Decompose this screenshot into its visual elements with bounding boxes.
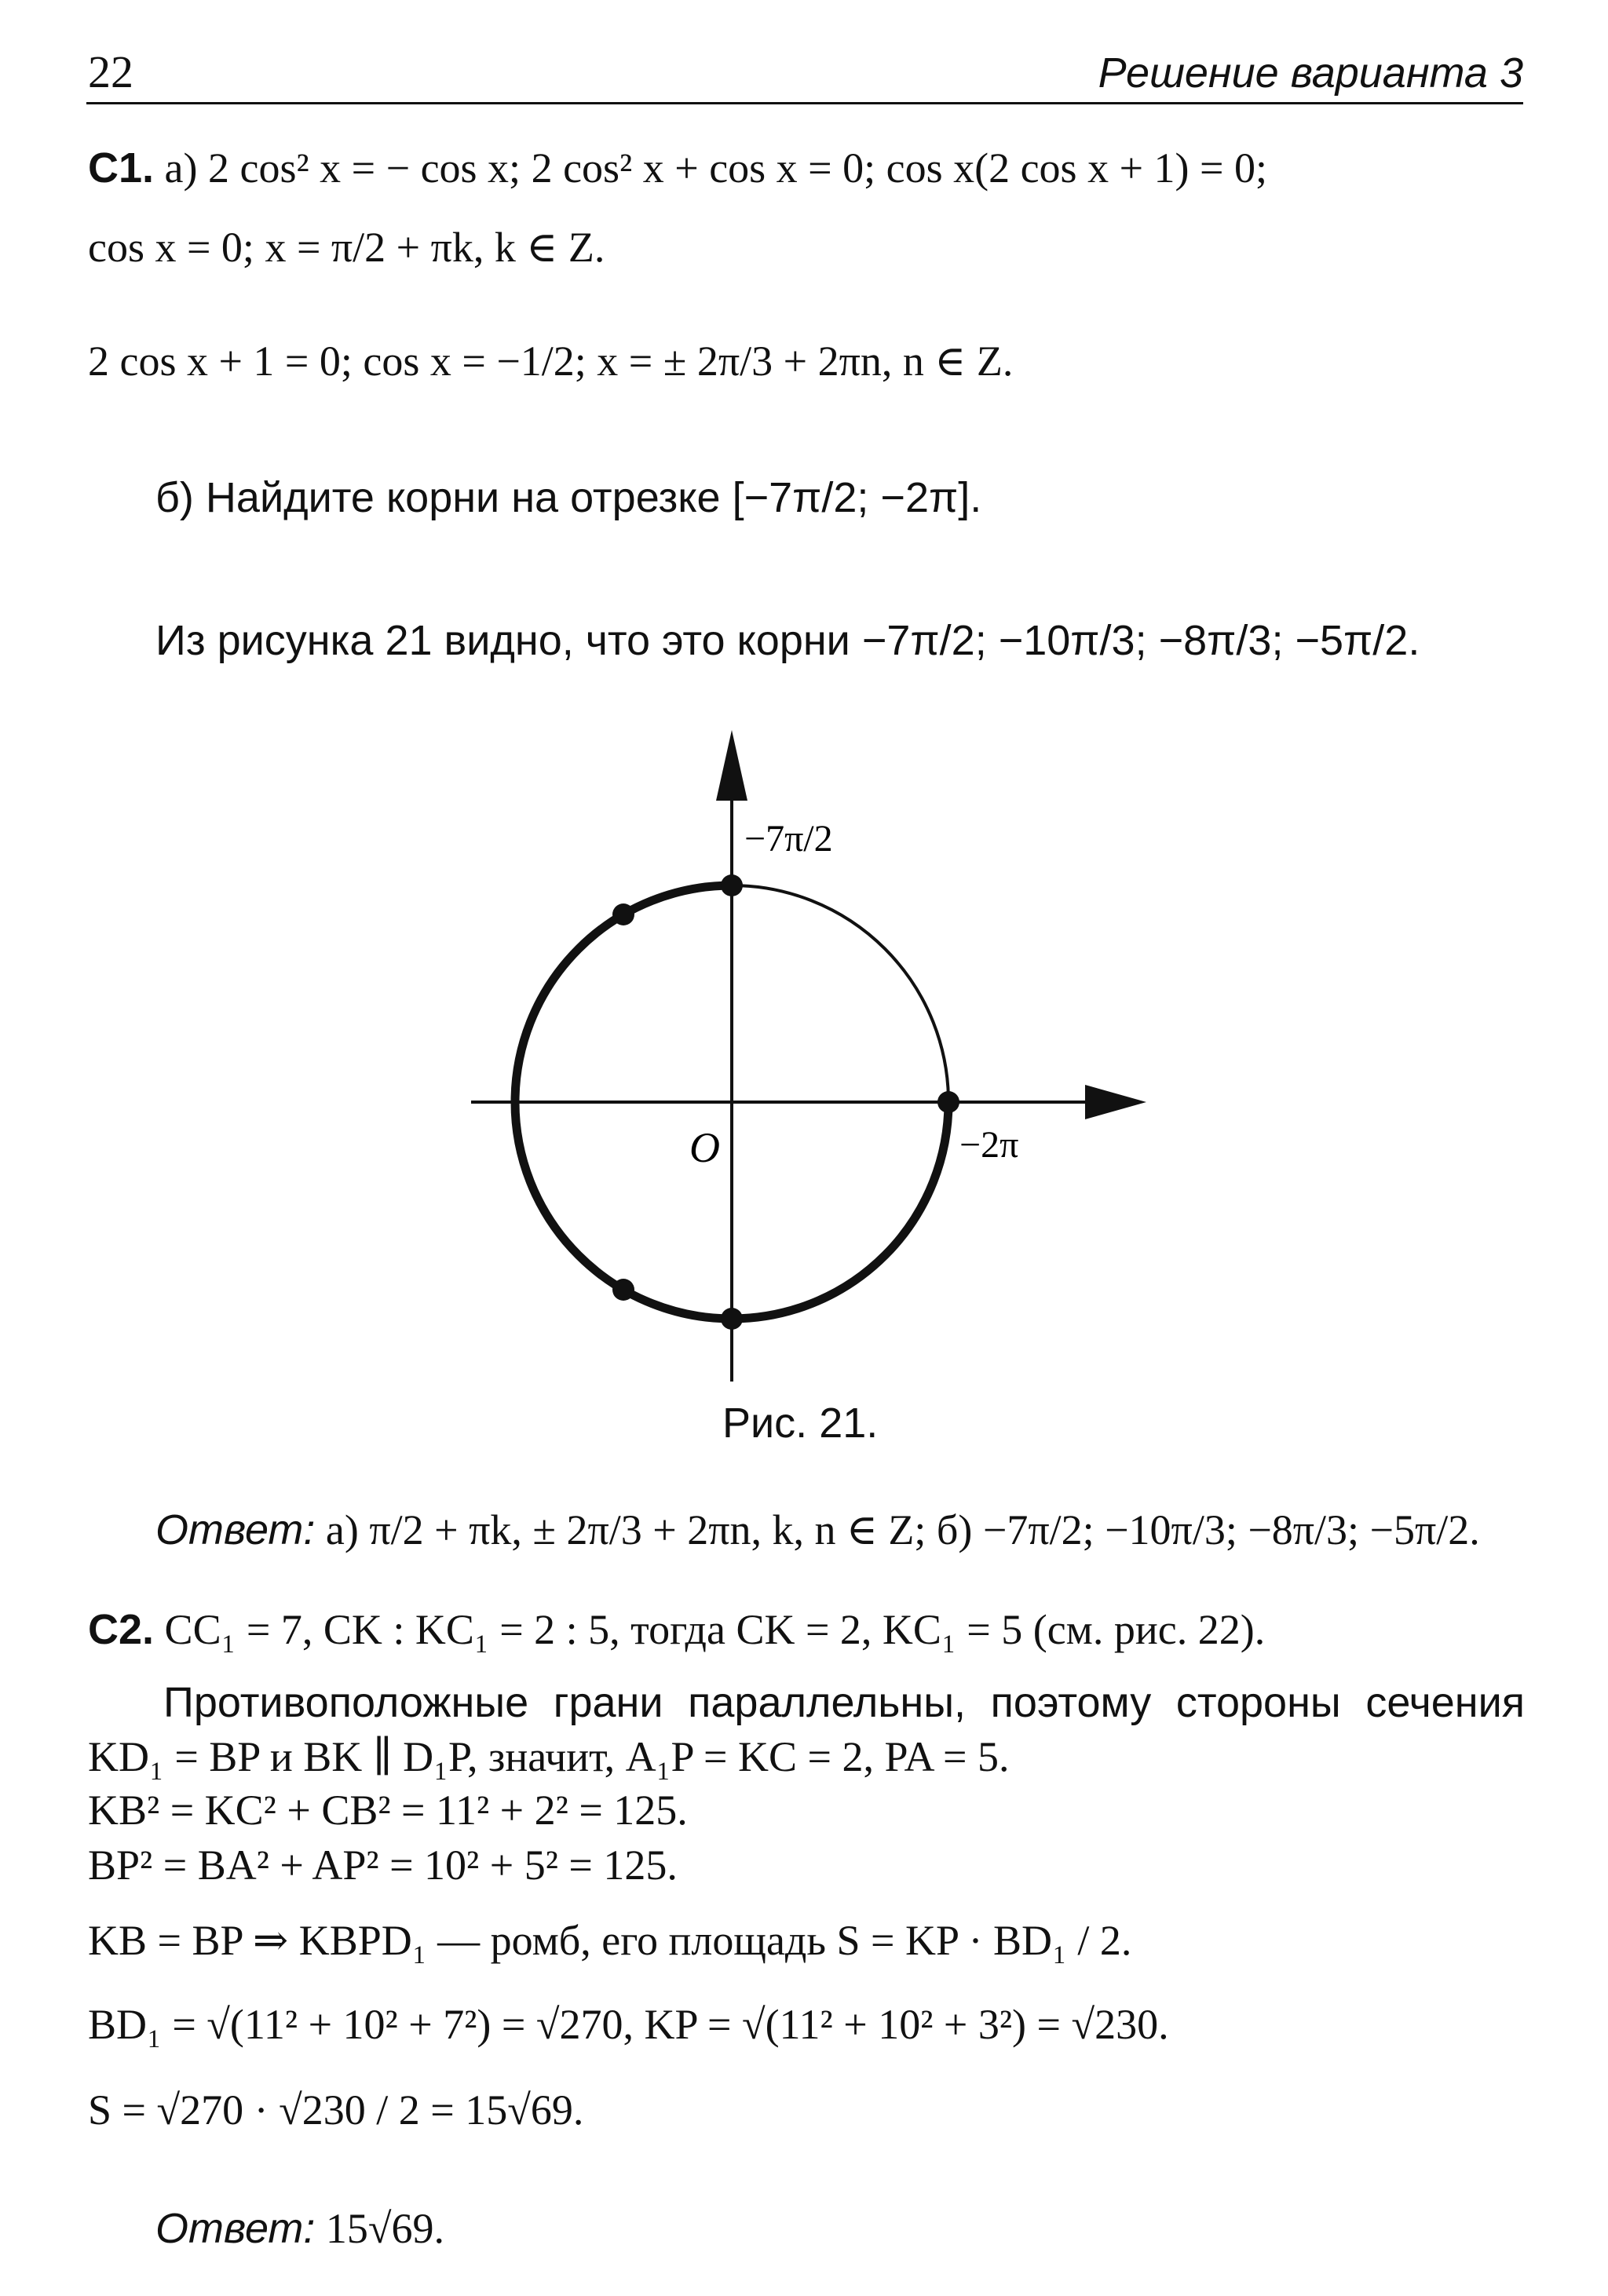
c2-label: C2. [88,1606,155,1653]
point-minus-7pi-2 [721,874,743,896]
c2-answer-text: 15√69. [325,2205,445,2252]
c2-line-7: BD₁ = √(11² + 10² + 7²) = √270, KP = √(11² + 10² + 3²) = √230. [88,2001,1169,2048]
c1-answer-text: а) π/2 + πk, ± 2π/3 + 2πn, k, n ∈ Z; б) −7π/2; −10π/3; −8π/3; −5π/2. [325,1506,1480,1553]
c2-line-2: Противоположные грани параллельны, поэтому стороны сечения [163,1679,1525,1726]
unit-circle-figure [440,722,1178,1382]
page-number: 22 [88,46,133,97]
y-axis-arrow-icon [716,730,747,801]
c1-answer [155,1505,1480,1554]
origin-label: O [689,1124,720,1171]
c2-line-5: BP² = BA² + AP² = 10² + 5² = 125. [88,1842,678,1889]
c1-answer-label: Ответ: [155,1506,316,1553]
point-minus-5pi-2 [721,1308,743,1330]
c2-answer [155,2204,444,2253]
c1-roots-from-figure: Из рисунка 21 видно, что это корни −7π/2; −10π/3; −8π/3; −5π/2. [155,617,1420,664]
header-rule [86,102,1523,104]
c2-line-8: S = √270 · √230 / 2 = 15√69. [88,2086,584,2134]
c2-line-3: KD₁ = BP и BK ∥ D₁P, значит, A₁P = KC = 2, PA = 5. [88,1733,1010,1780]
running-title: Решение варианта 3 [1098,49,1523,97]
c2-line-4: KB² = KC² + CB² = 11² + 2² = 125. [88,1787,688,1834]
c1-label: C1. [88,144,155,192]
c2-line-1 [88,1605,1265,1654]
c1-line-3: 2 cos x + 1 = 0; cos x = −1/2; x = ± 2π/3 + 2πn, n ∈ Z. [88,338,1014,385]
c2-line-6: KB = BP ⇒ KBPD₁ — ромб, его площадь S = KP · BD₁ / 2. [88,1917,1132,1964]
figure-caption: Рис. 21. [722,1400,879,1447]
c1-line-2: cos x = 0; x = π/2 + πk, k ∈ Z. [88,224,605,271]
label-top-point: −7π/2 [744,818,833,860]
c1-line-1 [88,144,1267,192]
point-minus-10pi-3 [612,903,634,925]
c1-part-b: б) Найдите корни на отрезке [−7π/2; −2π]. [155,474,982,521]
c1-line-1-text: а) 2 cos² x = − cos x; 2 cos² x + cos x = 0; cos x(2 cos x + 1) = 0; [164,144,1267,192]
label-right-point: −2π [959,1124,1019,1166]
c2-line-1-text: CC₁ = 7, CK : KC₁ = 2 : 5, тогда CK = 2, KC₁ = 5 (см. рис. 22). [164,1606,1266,1653]
point-minus-8pi-3 [612,1279,634,1301]
c2-answer-label: Ответ: [155,2205,316,2252]
x-axis-arrow-icon [1085,1085,1146,1119]
point-minus-2pi [937,1091,959,1113]
